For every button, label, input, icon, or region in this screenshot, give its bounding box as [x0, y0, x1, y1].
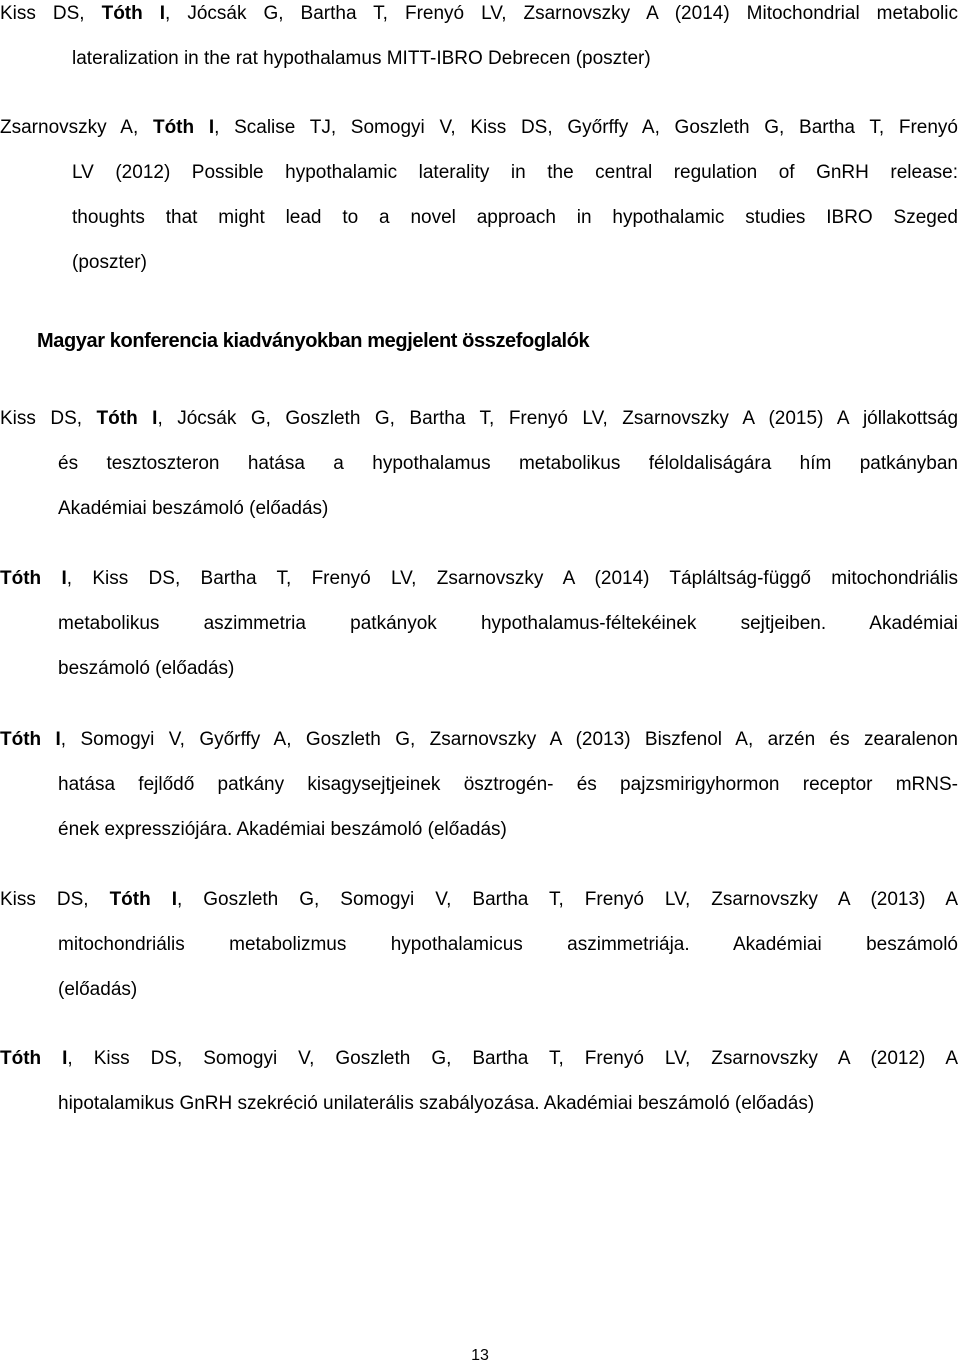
reference-line [0, 1036, 958, 1081]
reference-line: metabolikus aszimmetria patkányok hypothalamus-féltekéinek sejtjeiben. Akadémiai [58, 613, 958, 634]
reference-line [0, 877, 958, 922]
author-text: , Jócsák G, Bartha T, Frenyó LV, Zsarnovszky A (2014) Mitochondrial metabolic [165, 3, 958, 24]
reference-line: és tesztoszteron hatása a hypothalamus metabolikus féloldaliságára hím patkányban [58, 453, 958, 474]
reference-entry [0, 0, 958, 81]
reference-line: hatása fejlődő patkány kisagysejtjeinek ösztrogén- és pajzsmirigyhormon receptor mRNS- [58, 774, 958, 795]
highlighted-author: Tóth I [0, 1048, 68, 1069]
reference-line: Akadémiai beszámoló (előadás) [58, 498, 329, 519]
reference-entry [0, 1036, 958, 1126]
reference-line [0, 105, 958, 150]
highlighted-author: Tóth I [0, 568, 67, 589]
author-text: , Somogyi V, Győrffy A, Goszleth G, Zsarnovszky A (2013) Biszfenol A, arzén és zearalenon [60, 729, 958, 750]
reference-line: beszámoló (előadás) [58, 658, 235, 679]
highlighted-author: Tóth I [96, 408, 158, 429]
reference-line [0, 0, 958, 36]
reference-line: (poszter) [72, 252, 147, 273]
reference-line: thoughts that might lead to a novel approach in hypothalamic studies IBRO Szeged [72, 207, 958, 228]
author-text: , Kiss DS, Somogyi V, Goszleth G, Bartha T, Frenyó LV, Zsarnovszky A (2012) A [67, 1048, 958, 1069]
author-text: Kiss DS, [0, 889, 110, 910]
author-text: , Goszleth G, Somogyi V, Bartha T, Frenyó LV, Zsarnovszky A (2013) A [176, 889, 959, 910]
highlighted-author: Tóth I [109, 889, 177, 910]
reference-entry [0, 396, 958, 531]
author-text: , Scalise TJ, Somogyi V, Kiss DS, Győrffy A, Goszleth G, Bartha T, Frenyó [214, 117, 958, 138]
section-heading: Magyar konferencia kiadványokban megjelent összefoglalók [37, 330, 590, 352]
author-text: , Kiss DS, Bartha T, Frenyó LV, Zsarnovszky A (2014) Tápláltság-függő mitochondriális [66, 568, 959, 589]
author-text: Kiss DS, [0, 408, 97, 429]
highlighted-author: Tóth I [152, 117, 215, 138]
reference-line: ének expressziójára. Akadémiai beszámoló (előadás) [58, 819, 507, 840]
reference-line: (előadás) [58, 979, 138, 1000]
reference-line: hipotalamikus GnRH szekréció unilaterális szabályozása. Akadémiai beszámoló (előadás) [58, 1093, 815, 1114]
reference-line: LV (2012) Possible hypothalamic laterality in the central regulation of GnRH release: [72, 162, 958, 183]
highlighted-author: Tóth I [101, 3, 166, 24]
reference-entry [0, 717, 958, 852]
highlighted-author: Tóth I [0, 729, 61, 750]
author-text: Zsarnovszky A, [0, 117, 153, 138]
reference-line: lateralization in the rat hypothalamus MITT-IBRO Debrecen (poszter) [72, 48, 651, 69]
reference-line [0, 717, 958, 762]
author-text: Kiss DS, [0, 3, 102, 24]
reference-line [0, 556, 958, 601]
author-text: , Jócsák G, Goszleth G, Bartha T, Frenyó LV, Zsarnovszky A (2015) A jóllakottság [157, 408, 959, 429]
reference-entry [0, 556, 958, 691]
reference-entry [0, 877, 958, 1012]
page-number: 13 [471, 1347, 489, 1364]
reference-line: mitochondriális metabolizmus hypothalamicus aszimmetriája. Akadémiai beszámoló [58, 934, 958, 955]
reference-line [0, 396, 958, 441]
reference-entry [0, 105, 958, 285]
